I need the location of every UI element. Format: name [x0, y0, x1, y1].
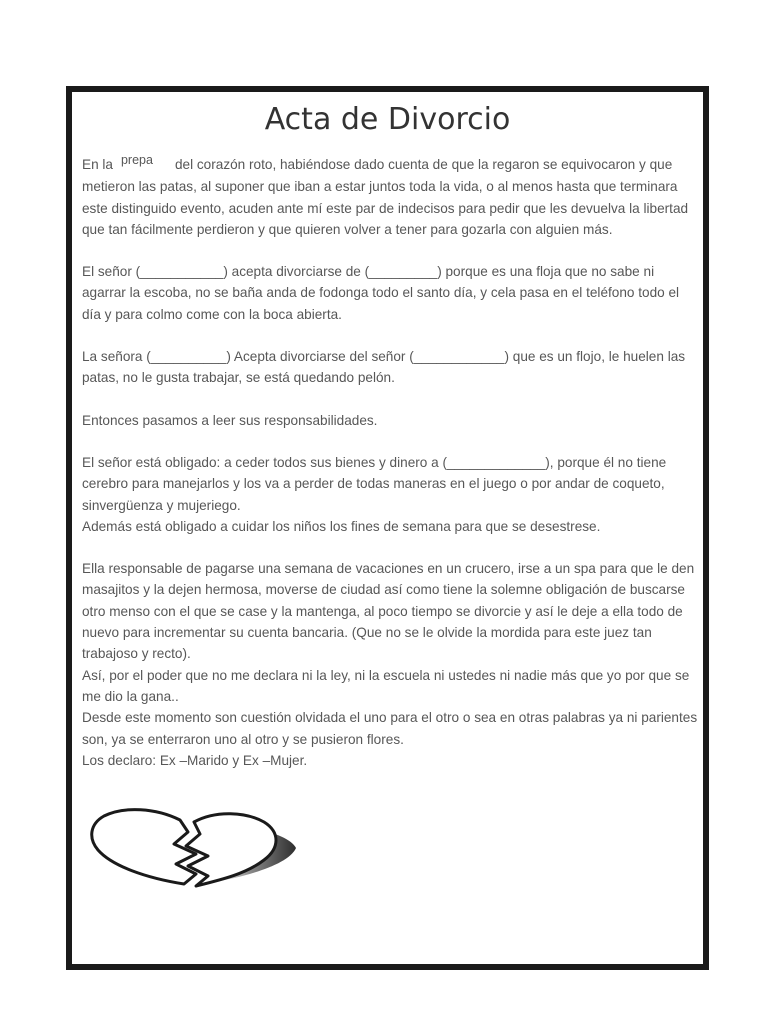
paragraph-declaro: Los declaro: Ex –Marido y Ex –Mujer.	[82, 752, 308, 768]
intro-paragraph	[82, 154, 698, 240]
broken-heart-icon	[84, 804, 300, 888]
document-frame	[66, 86, 709, 970]
heart-right-half	[186, 814, 276, 886]
heart-left-half	[92, 810, 196, 884]
paragraph-responsabilidades: Entonces pasamos a leer sus responsabilidades.	[82, 412, 378, 428]
intro-prefix: En la	[82, 157, 113, 172]
paragraph-poder: Así, por el poder que no me declara ni la ley, ni la escuela ni ustedes ni nadie más que yo por que se me dio la gana..	[82, 667, 690, 704]
paragraph-senor: El señor (___________) acepta divorciarse de (_________) porque es una floja que no sabe ni agarrar la escoba, no se baña anda de fodonga todo el santo día, y cela pasa en el teléfono todo el día y para colmo come con la boca abierta.	[82, 264, 680, 322]
document-body	[82, 154, 698, 771]
filled-blank-value: prepa	[120, 153, 153, 167]
paragraph-desde: Desde este momento son cuestión olvidada el uno para el otro o sea en otras palabras ya ni parientes son, ya se enterraron uno al otro y se pusieron flores.	[82, 710, 698, 747]
paragraph-senor-obligado: El señor está obligado: a ceder todos sus bienes y dinero a (_____________), porque él no tiene cerebro para manejarlos y los va a perder de todas maneras en el juego o por andar de coqueto, sinvergüenza y mujeriego.	[82, 454, 667, 513]
paragraph-ella: Ella responsable de pagarse una semana de vacaciones en un crucero, irse a un spa para que le den masajitos y la dejen hermosa, moverse de ciudad así como tiene la solemne obligación de buscarse otro menso con el que se case y la mantenga, al poco tiempo se divorcie y así le deje a ella todo de nuevo para incrementar su cuenta bancaria. (Que no se le olvide la mordida para este juez tan trabajoso y recto).	[82, 561, 695, 662]
paragraph-senora: La señora (__________) Acepta divorciarse del señor (____________) que es un flojo, le huelen las patas, no le gusta trabajar, se está quedando pelón.	[82, 349, 686, 386]
paragraph-ademas: Además está obligado a cuidar los niños los fines de semana para que se desestrese.	[82, 518, 601, 534]
intro-text: del corazón roto, habiéndose dado cuenta de que la regaron se equivocaron y que metieron las patas, al suponer que iban a estar juntos toda la vida, o al menos hasta que terminara este distinguido evento, acuden ante mí este par de indecisos para pedir que les devuelva la libertad que tan fácilmente perdieron y que quieren volver a tener para gozarla con alguien más.	[82, 157, 689, 237]
document-title: Acta de Divorcio	[264, 102, 511, 137]
